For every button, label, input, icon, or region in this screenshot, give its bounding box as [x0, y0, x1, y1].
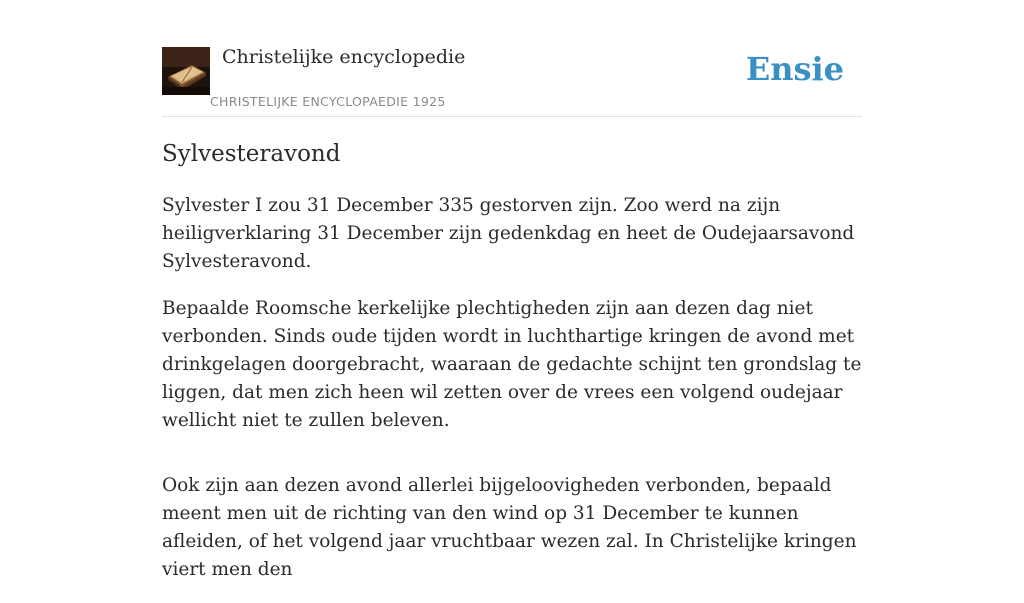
article-paragraph: Sylvester I zou 31 December 335 gestorven zijn. Zoo werd na zijn heiligverklaring 31 December zijn gedenkdag en heet de Oudejaarsavond Sylvesteravond. [162, 195, 855, 272]
article-paragraph: Ook zijn aan dezen avond allerlei bijgeloovigheden verbonden, bepaald meent men uit de richting van den wind op 31 December te kunnen afleiden, of het volgend jaar vruchtbaar wezen zal. In Christelijke kringen viert men den [162, 475, 857, 580]
article-paragraph: Bepaalde Roomsche kerkelijke plechtigheden zijn aan dezen dag niet verbonden. Sinds oude tijden wordt in luchthartige kringen de avond met drinkgelagen doorgebracht, waaraan de gedachte schijnt ten grondslag te liggen, dat men zich heen wil zetten over de vrees een volgend oudejaar wellicht niet te zullen beleven. [162, 298, 862, 431]
site-title[interactable]: Christelijke encyclopedie [222, 46, 466, 68]
article [162, 138, 862, 603]
site-subtitle[interactable]: CHRISTELIJKE ENCYCLOPAEDIE 1925 [210, 94, 446, 109]
site-header [162, 46, 862, 117]
ensie-logo-link[interactable]: Ensie [745, 50, 844, 88]
book-avatar-icon[interactable] [162, 47, 210, 95]
article-title: Sylvesteravond [162, 141, 341, 167]
